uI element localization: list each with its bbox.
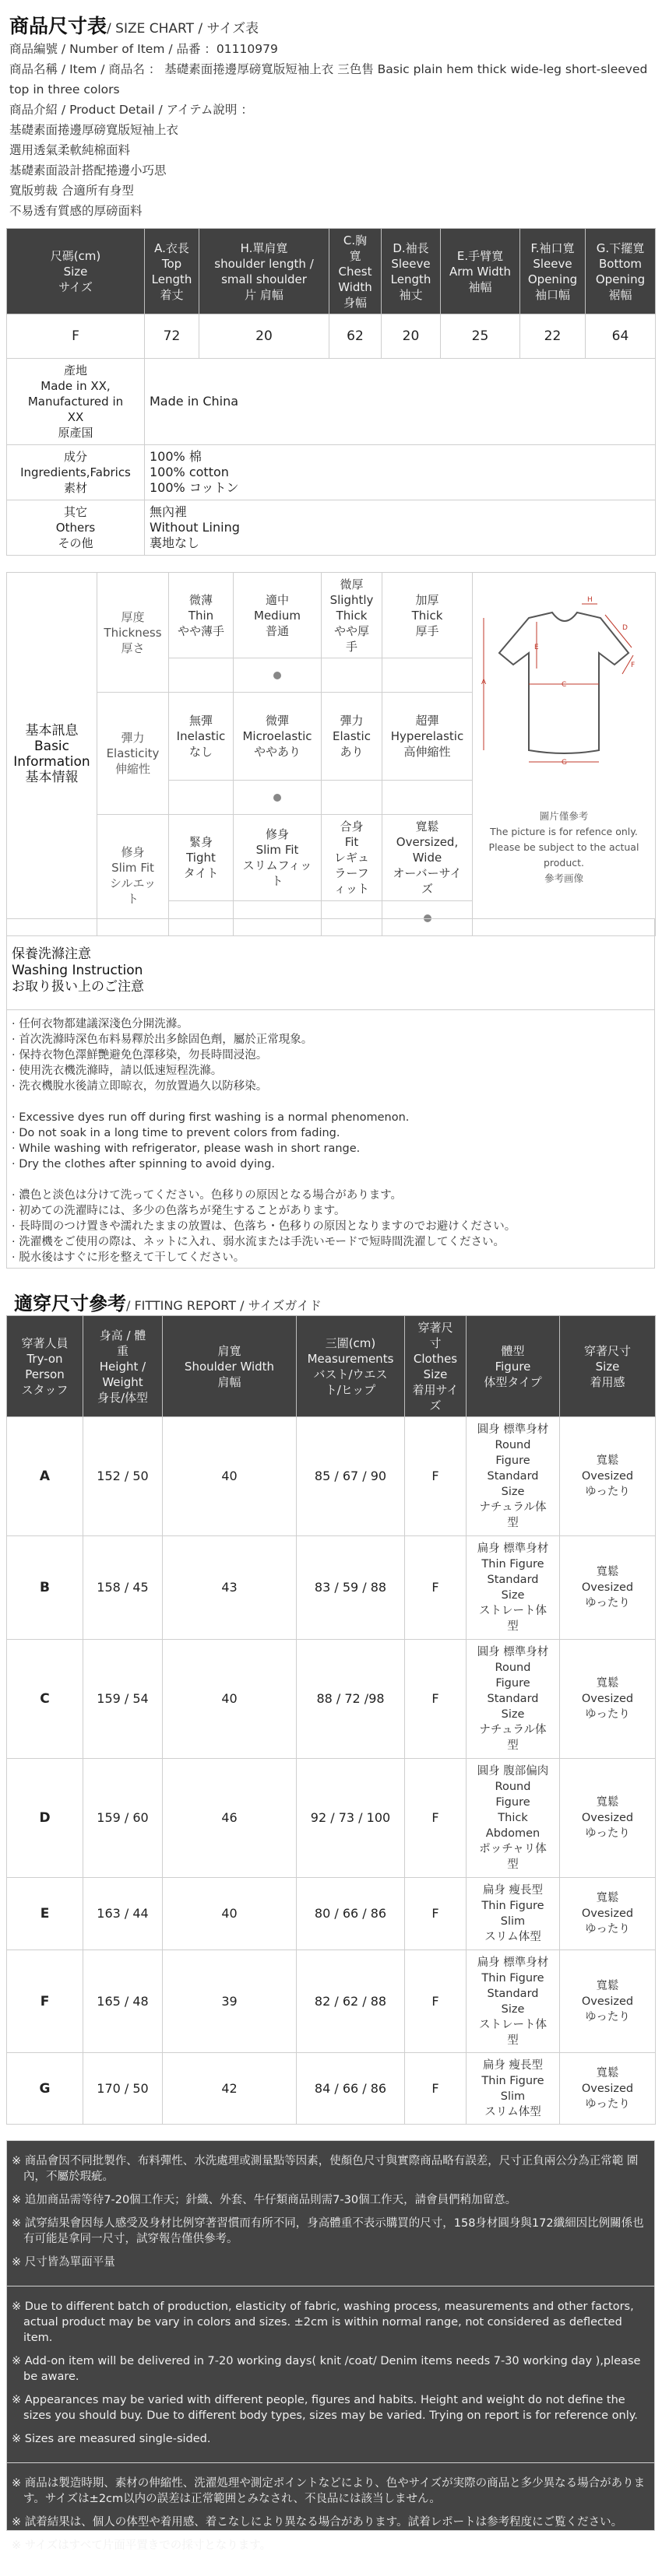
washing-ja — [12, 1188, 650, 1265]
washing-line: · 濃色と淡色は分けて洗ってください。色移りの原因となる場合があります。 — [12, 1189, 403, 1202]
clothes-size: F — [405, 1950, 467, 2053]
fitting-row — [7, 2053, 656, 2125]
washing-line: · 洗衣機脫水後請立即晾衣，勿放置過久以防移染。 — [12, 1080, 268, 1093]
fitting-row — [7, 1878, 656, 1950]
note-line: ※ 商品は製造時期、素材の伸縮性、洗濯処理や測定ポイントなどにより、色やサイズが実際の商品と多少異なる場合があります。サイズは±2cm以内の誤差は正常範囲とみなされ、不良品には該当しません。 — [12, 2477, 646, 2505]
detail-label: 商品介紹 / Product Detail / アイテム說明 ： — [9, 103, 253, 117]
note-line: ※ 試着結果は、個人の体型や着用感、着こなしにより異なる場合があります。試着レポートは参考程度にご覧ください。 — [12, 2516, 623, 2529]
try-on-person: C — [7, 1640, 83, 1759]
size-cell: 72 — [145, 314, 199, 359]
basic-info-label: 基本訊息 Basic Information 基本情報 — [7, 573, 97, 936]
note-line: ※ Appearances may be varied with different people, figures and habits. Height and weight do not define the sizes you should buy. Due to different body types, sizes may be varied. Trying on report is for reference only. — [12, 2394, 638, 2422]
fit-feel: 寬鬆 Ovesized ゆったり — [560, 1759, 656, 1878]
try-on-person: E — [7, 1878, 83, 1950]
washing-instructions — [6, 918, 655, 1269]
clothes-size: F — [405, 1759, 467, 1878]
fitting-table — [6, 1315, 656, 2125]
size-col-header: F.袖口寬 Sleeve Opening 袖口幅 — [520, 229, 586, 314]
others-row — [7, 500, 656, 556]
selection-cell — [382, 781, 473, 815]
others-label: 其它 Others その他 — [7, 500, 145, 556]
height-weight: 159 / 54 — [83, 1640, 163, 1759]
notes-zh — [7, 2141, 654, 2286]
washing-line: · 使用洗衣機洗滌時，請以低速短程洗滌。 — [12, 1065, 223, 1077]
size-col-header: C.胸 寬 Chest Width 身幅 — [329, 229, 382, 314]
selection-cell — [234, 658, 322, 693]
measurements: 88 / 72 /98 — [297, 1640, 405, 1759]
measurements: 85 / 67 / 90 — [297, 1417, 405, 1536]
attribute-option: 適中 Medium 普通 — [234, 573, 322, 658]
selected-dot-icon — [273, 672, 281, 679]
fabric-row — [7, 445, 656, 500]
washing-title: 保養洗滌注意 Washing Instruction お取り扱い上のご注意 — [7, 919, 654, 1010]
attribute-option: 修身 Slim Fit スリムフィッ ト — [234, 815, 322, 901]
size-col-header: 尺碼(cm) Size サイズ — [7, 229, 145, 314]
selection-cell — [169, 781, 234, 815]
fit-feel: 寬鬆 Ovesized ゆったり — [560, 1536, 656, 1640]
washing-en — [12, 1110, 650, 1172]
fitting-col-header: 三圍(cm) Measurements バスト/ウエス ト/ヒップ — [297, 1316, 405, 1417]
clothes-size: F — [405, 1640, 467, 1759]
diagram-caption: 圖片僅參考 The picture is for refence only. Please be subject to the actual product. 參考画像 — [488, 810, 639, 884]
washing-line: · Excessive dyes run off during first washing is a normal phenomenon. — [12, 1111, 410, 1124]
washing-line: · While washing with refrigerator, please wash in short range. — [12, 1142, 361, 1155]
note-line: ※ Add-on item will be delivered in 7-20 working days( knit /coat/ Denim items needs 7-30 working day ),please be aware. — [12, 2355, 641, 2383]
svg-text:F: F — [631, 662, 636, 669]
fitting-row — [7, 1536, 656, 1640]
figure-type: 扁身 瘦長型 Thin Figure Slim スリム体型 — [467, 1878, 560, 1950]
detail-line: 基礎素面設計搭配捲邊小巧思 — [9, 163, 167, 177]
attribute-option: 合身 Fit レギュ ラーフ ィット — [322, 815, 382, 901]
detail-line: 寬版剪裁 合適所有身型 — [9, 184, 134, 198]
attribute-option: 彈力 Elastic あり — [322, 693, 382, 781]
detail-line: 基礎素面捲邊厚磅寬版短袖上衣 — [9, 123, 179, 137]
basic-info-table — [6, 572, 656, 936]
attribute-option: 無彈 Inelastic なし — [169, 693, 234, 781]
height-weight: 158 / 45 — [83, 1536, 163, 1640]
selection-cell — [169, 658, 234, 693]
fitting-col-header: 穿著尺寸 Size 着用感 — [560, 1316, 656, 1417]
attribute-option: 微彈 Microelastic ややあり — [234, 693, 322, 781]
fitting-title-main: 適穿尺寸參考 — [14, 1293, 126, 1314]
note-line: ※ 尺寸皆為單面平量 — [12, 2256, 115, 2269]
height-weight: 152 / 50 — [83, 1417, 163, 1536]
note-line: ※ 試穿結果會因每人感受及身材比例穿著習慣而有所不同，身高體重不表示購買的尺寸，158身材圓身與172纖細因比例關係也有可能是拿同一尺寸，試穿報告僅供參考。 — [12, 2217, 644, 2245]
size-cell: 64 — [586, 314, 656, 359]
svg-text:A: A — [481, 679, 487, 686]
detail-line: 選用透氣柔軟純棉面料 — [9, 143, 131, 157]
fitting-row — [7, 1950, 656, 2053]
measurements: 83 / 59 / 88 — [297, 1536, 405, 1640]
note-line: ※ 追加商品需等待7-20個工作天；針織、外套、牛仔類商品則需7-30個工作天，請會員們稍加留意。 — [12, 2194, 517, 2206]
size-chart-row — [7, 314, 656, 359]
measurements: 80 / 66 / 86 — [297, 1878, 405, 1950]
shoulder-width: 40 — [163, 1878, 297, 1950]
size-col-header: E.手臂寬 Arm Width 袖幅 — [441, 229, 520, 314]
washing-line: · 初めての洗濯時には、多少の色落ちが発生することがあります。 — [12, 1205, 346, 1217]
clothes-size: F — [405, 1536, 467, 1640]
item-name: 商品名稱 / Item / 商品名 ： 基礎素面捲邊厚磅寬版短袖上衣 三色售 Basic plain hem thick wide-leg short-sleeved top in three colors — [9, 62, 648, 97]
washing-line: · Dry the clothes after spinning to avoid dying. — [12, 1158, 276, 1170]
measurements: 82 / 62 / 88 — [297, 1950, 405, 2053]
svg-text:H: H — [587, 596, 593, 604]
shoulder-width: 46 — [163, 1759, 297, 1878]
fitting-row — [7, 1759, 656, 1878]
selection-cell — [382, 658, 473, 693]
fabric-value: 100% 棉 100% cotton 100% コットン — [145, 445, 656, 500]
attribute-option: 加厚 Thick 厚手 — [382, 573, 473, 658]
washing-zh — [12, 1016, 650, 1094]
note-line: ※ 商品會因不同批製作、布料彈性、水洗處理或測量點等因素，使顏色尺寸與實際商品略有誤差，尺寸正負兩公分為正常範 圍內，不屬於瑕疵。 — [12, 2155, 639, 2183]
size-cell: F — [7, 314, 145, 359]
height-weight: 165 / 48 — [83, 1950, 163, 2053]
note-line: ※ Sizes are measured single-sided. — [12, 2433, 211, 2445]
washing-line: · 任何衣物都建議深淺色分開洗滌。 — [12, 1018, 188, 1030]
measurements: 84 / 66 / 86 — [297, 2053, 405, 2125]
size-cell: 22 — [520, 314, 586, 359]
fit-feel: 寬鬆 Ovesized ゆったり — [560, 1417, 656, 1536]
clothes-size: F — [405, 2053, 467, 2125]
clothes-size: F — [405, 1878, 467, 1950]
fit-feel: 寬鬆 Ovesized ゆったり — [560, 1640, 656, 1759]
svg-text:D: D — [622, 624, 628, 632]
shoulder-width: 40 — [163, 1417, 297, 1536]
item-number: 商品編號 / Number of Item / 品番 ：01110979 — [9, 42, 278, 56]
attribute-option: 微厚 Slightly Thick やや厚 手 — [322, 573, 382, 658]
fit-feel: 寬鬆 Ovesized ゆったり — [560, 2053, 656, 2125]
svg-text:C: C — [562, 681, 567, 689]
fitting-row — [7, 1417, 656, 1536]
try-on-person: G — [7, 2053, 83, 2125]
size-cell: 25 — [441, 314, 520, 359]
note-line: ※ サイズはすべて片面平置きでの採寸となります。 — [12, 2539, 272, 2552]
fabric-label: 成分 Ingredients,Fabrics 素材 — [7, 445, 145, 500]
size-chart-table — [6, 228, 656, 556]
shoulder-width: 40 — [163, 1640, 297, 1759]
note-line: ※ Due to different batch of production, elasticity of fabric, washing process, measurements and other factors, actual product may be vary in colors and sizes. ±2cm is within normal range, not considered as deflected item. — [12, 2301, 634, 2344]
size-col-header: D.袖長 Sleeve Length 袖丈 — [382, 229, 441, 314]
height-weight: 163 / 44 — [83, 1878, 163, 1950]
svg-text:G: G — [562, 759, 567, 767]
fitting-col-header: 穿著人員 Try-on Person スタッフ — [7, 1316, 83, 1417]
product-intro — [9, 11, 653, 221]
origin-label: 產地 Made in XX, Manufactured in XX 原產国 — [7, 359, 145, 445]
clothes-size: F — [405, 1417, 467, 1536]
attribute-label: 彈力 Elasticity 伸縮性 — [97, 693, 169, 815]
washing-line: · 長時間のつけ置きや濡れたままの放置は、色落ち・色移りの原因となりますのでお避けください。 — [12, 1220, 516, 1233]
page-subtitle: / SIZE CHART / サイズ表 — [107, 21, 259, 37]
figure-type: 圓身 標準身材 Round Figure Standard Size ナチュラル体 型 — [467, 1640, 560, 1759]
washing-line: · Do not soak in a long time to prevent colors from fading. — [12, 1127, 340, 1139]
size-cell: 62 — [329, 314, 382, 359]
origin-value: Made in China — [145, 359, 656, 445]
try-on-person: A — [7, 1417, 83, 1536]
try-on-person: B — [7, 1536, 83, 1640]
size-cell: 20 — [382, 314, 441, 359]
fit-feel: 寬鬆 Ovesized ゆったり — [560, 1950, 656, 2053]
fitting-header — [7, 1316, 656, 1417]
basic-info-options-row — [7, 573, 656, 658]
washing-line: · 首次洗滌時深色布料易釋於出多餘固色劑，屬於正常現象。 — [12, 1034, 313, 1046]
shoulder-width: 42 — [163, 2053, 297, 2125]
size-col-header: A.衣長 Top Length 着丈 — [145, 229, 199, 314]
washing-line: · 洗濯機をご使用の際は、ネットに入れ、弱水流または手洗いモードで短時間洗濯してください。 — [12, 1236, 505, 1248]
others-value: 無內裡 Without Lining 裏地なし — [145, 500, 656, 556]
height-weight: 170 / 50 — [83, 2053, 163, 2125]
fitting-title — [14, 1288, 322, 1315]
fitting-col-header: 肩寬 Shoulder Width 肩幅 — [163, 1316, 297, 1417]
selected-dot-icon — [273, 794, 281, 802]
measurements: 92 / 73 / 100 — [297, 1759, 405, 1878]
figure-type: 扁身 標準身材 Thin Figure Standard Size ストレート体 型 — [467, 1536, 560, 1640]
detail-line: 不易透有質感的厚磅面料 — [9, 204, 143, 218]
selection-cell — [322, 781, 382, 815]
fitting-title-sub: / FITTING REPORT / サイズガイド — [126, 1298, 322, 1313]
try-on-person: F — [7, 1950, 83, 2053]
attribute-option: 微薄 Thin やや薄手 — [169, 573, 234, 658]
notes-en — [7, 2286, 654, 2463]
attribute-option: 寬鬆 Oversized, Wide オーバーサイ ズ — [382, 815, 473, 901]
fit-feel: 寬鬆 Ovesized ゆったり — [560, 1878, 656, 1950]
tshirt-diagram-icon — [474, 587, 653, 781]
figure-type: 扁身 標準身材 Thin Figure Standard Size ストレート体 型 — [467, 1950, 560, 2053]
svg-text:E: E — [534, 644, 539, 651]
notes-box — [6, 2140, 655, 2552]
washing-line: · 脱水後はすぐに形を整えて干してください。 — [12, 1251, 245, 1264]
origin-row — [7, 359, 656, 445]
fitting-row — [7, 1640, 656, 1759]
selection-cell — [234, 781, 322, 815]
page-title: 商品尺寸表 — [9, 15, 107, 37]
detail-list — [9, 120, 653, 221]
size-chart-header — [7, 229, 656, 314]
size-col-header: H.單肩寬 shoulder length / small shoulder 片 肩幅 — [199, 229, 329, 314]
attribute-label: 修身 Slim Fit シルエッ ト — [97, 815, 169, 936]
garment-diagram — [473, 573, 656, 936]
try-on-person: D — [7, 1759, 83, 1878]
washing-line: · 保持衣物色澤鮮艷避免色澤移染，勿長時間浸泡。 — [12, 1049, 268, 1062]
figure-type: 圓身 標準身材 Round Figure Standard Size ナチュラル体 型 — [467, 1417, 560, 1536]
figure-type: 扁身 瘦長型 Thin Figure Slim スリム体型 — [467, 2053, 560, 2125]
notes-ja — [7, 2463, 654, 2569]
attribute-option: 緊身 Tight タイト — [169, 815, 234, 901]
height-weight: 159 / 60 — [83, 1759, 163, 1878]
shoulder-width: 39 — [163, 1950, 297, 2053]
figure-type: 圓身 腹部偏肉 Round Figure Thick Abdomen ポッチャリ体 型 — [467, 1759, 560, 1878]
selection-cell — [322, 658, 382, 693]
fitting-col-header: 身高 / 體 重 Height / Weight 身長/体型 — [83, 1316, 163, 1417]
attribute-label: 厚度 Thickness 厚さ — [97, 573, 169, 693]
fitting-col-header: 穿著尺 寸 Clothes Size 着用サイ ズ — [405, 1316, 467, 1417]
fitting-col-header: 體型 Figure 体型タイプ — [467, 1316, 560, 1417]
shoulder-width: 43 — [163, 1536, 297, 1640]
attribute-option: 超彈 Hyperelastic 高伸縮性 — [382, 693, 473, 781]
size-col-header: G.下擺寬 Bottom Opening 裾幅 — [586, 229, 656, 314]
size-cell: 20 — [199, 314, 329, 359]
